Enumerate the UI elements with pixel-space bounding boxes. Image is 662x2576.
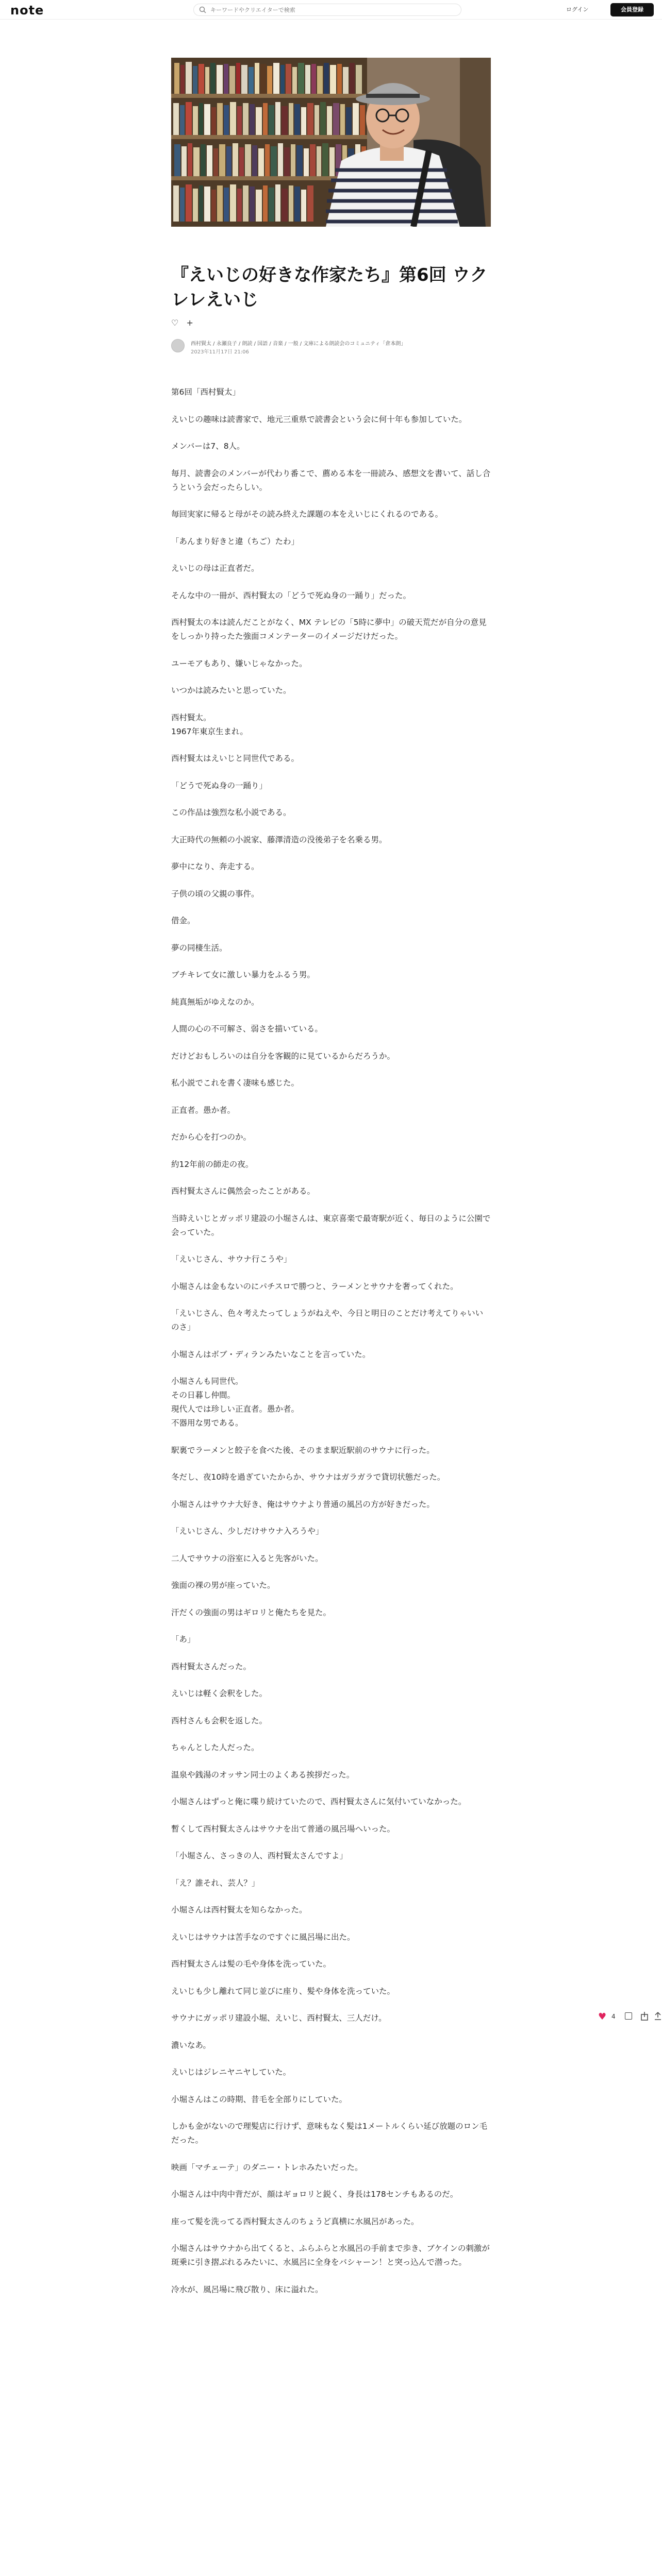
article-title: 『えいじの好きな作家たち』第6回 ウクレレえいじ <box>171 265 488 310</box>
search-input[interactable] <box>210 5 453 14</box>
body-paragraph: 「え？誰それ、芸人？」 <box>171 1878 260 1888</box>
note-logo[interactable]: note <box>10 3 44 18</box>
body-paragraph: 「小堀さん、さっきの人、西村賢太さんですよ」 <box>171 1851 347 1860</box>
floating-actions <box>598 2010 660 2023</box>
hero-photo <box>171 58 491 227</box>
body-paragraph: 私小説でこれを書く凄味も感じた。 <box>171 1078 300 1088</box>
like-count: 4 <box>611 2013 616 2020</box>
heart-icon[interactable]: ♥ <box>598 2011 607 2022</box>
body-paragraph: 「えいじさん、サウナ行こうや」 <box>171 1255 292 1264</box>
body-paragraph: 小堀さんはサウナから出てくると、ふらふらと水風呂の手前まで歩き、ブケインの刺激が斑乗に引き摺ぶれるみたいに、水風呂に全身をバシャーン！と突っ込んで潜った。 <box>171 2244 490 2267</box>
body-paragraph: 西村賢太の本は読んだことがなく、MX テレビの「5時に夢中」の破天荒だが自分の意見をしっかり持ったた強面コメンテーターのイメージだけだった。 <box>171 618 487 641</box>
body-paragraph: えいじは軽く会釈をした。 <box>171 1689 268 1698</box>
body-paragraph: 夢中になり、奔走する。 <box>171 862 259 871</box>
body-paragraph: サウナにガッポリ建設小堀、えいじ、西村賢太、三人だけ。 <box>171 2013 387 2023</box>
body-paragraph: 座って髪を洗ってる西村賢太さんのちょうど真横に水風呂があった。 <box>171 2216 419 2226</box>
comment-icon[interactable] <box>625 2012 632 2020</box>
body-paragraph: 西村賢太はえいじと同世代である。 <box>171 754 300 763</box>
body-paragraph: 小堀さんはサウナ大好き、俺はサウナより普通の風呂の方が好きだった。 <box>171 1499 435 1509</box>
body-paragraph: 正直者。愚か者。 <box>171 1105 236 1115</box>
article-actions <box>171 318 198 328</box>
body-paragraph: 二人でサウナの浴室に入ると先客がいた。 <box>171 1553 323 1563</box>
body-paragraph: 西村賢太さんは髪の毛や身体を洗っていた。 <box>171 1959 332 1969</box>
body-paragraph: 小堀さんはボブ・ディランみたいなことを言っていた。 <box>171 1349 371 1359</box>
body-paragraph: えいじの母は正直者だ。 <box>171 564 259 573</box>
signup-button[interactable]: 会員登録 <box>610 3 654 16</box>
body-paragraph: 毎月、読書会のメンバーが代わり番こで、薦める本を一冊読み、感想文を書いて、話し合うという会だったらしい。 <box>171 468 491 492</box>
body-paragraph: 「あんまり好きと違（ちご）たわ」 <box>171 536 300 546</box>
share-icon[interactable] <box>640 2011 649 2021</box>
body-paragraph: 駅裏でラーメンと餃子を食べた後、そのまま駅近駅前のサウナに行った。 <box>171 1445 435 1455</box>
body-paragraph: 人間の心の不可解さ、弱さを描いている。 <box>171 1024 323 1033</box>
body-paragraph: 小堀さんは金もないのにパチスロで勝つと、ラーメンとサウナを奢ってくれた。 <box>171 1281 458 1291</box>
body-paragraph: 冬だし、夜10時を過ぎていたからか、サウナはガラガラで貸切状態だった。 <box>171 1472 445 1482</box>
body-paragraph: 西村賢太さんに偶然会ったことがある。 <box>171 1187 316 1196</box>
author-info <box>171 336 491 357</box>
body-paragraph: メンバーは7、8人。 <box>171 442 245 451</box>
body-paragraph: この作品は強烈な私小説である。 <box>171 808 291 817</box>
body-paragraph: 借金。 <box>171 916 195 925</box>
body-paragraph: 小堀さんはこの時期、昔毛を全部りにしていた。 <box>171 2094 347 2104</box>
body-paragraph: 映画「マチェーテ」のダニー・トレホみたいだった。 <box>171 2162 363 2172</box>
body-paragraph: 「どうで死ぬ身の一踊り」 <box>171 781 268 790</box>
body-paragraph: だから心を打つのか。 <box>171 1132 252 1142</box>
body-paragraph: 西村賢太。 1967年東京生まれ。 <box>171 713 248 736</box>
body-paragraph: えいじも少し離れて同じ並びに座り、髪や身体を洗っていた。 <box>171 1986 395 1996</box>
body-paragraph: 強面の裸の男が座っていた。 <box>171 1581 275 1590</box>
body-paragraph: 小堀さんは西村賢太を知らなかった。 <box>171 1905 307 1914</box>
body-paragraph: 子供の頃の父親の事件。 <box>171 889 259 899</box>
body-paragraph: 第6回「西村賢太」 <box>171 387 240 397</box>
body-paragraph: 濃いなあ。 <box>171 2040 211 2050</box>
plus-icon[interactable]: + <box>186 318 193 328</box>
author-line[interactable]: 西村賢太 / 永瀬良子 / 朗読 / 国語 / 音楽 / 一般 / 文庫による朗読会のコミュニティ「倉本朗」 <box>191 341 406 347</box>
avatar[interactable] <box>171 339 185 352</box>
body-paragraph: 西村賢太さんだった。 <box>171 1662 252 1671</box>
body-paragraph: 温泉や銭湯のオッサン同士のよくある挨拶だった。 <box>171 1770 355 1780</box>
body-paragraph: 「えいじさん、色々考えたってしょうがねえや、今日と明日のことだけ考えてりゃいいのさ」 <box>171 1309 484 1332</box>
body-paragraph: 約12年前の師走の夜。 <box>171 1159 254 1169</box>
body-paragraph: ユーモアもあり、嫌いじゃなかった。 <box>171 658 307 668</box>
body-paragraph: 毎回実家に帰ると母がその読み終えた課題の本をえいじにくれるのである。 <box>171 510 443 519</box>
search-box[interactable] <box>193 4 461 16</box>
heart-outline-icon[interactable]: ♡ <box>171 318 179 328</box>
publish-date: 2023年11月17日 21:06 <box>191 349 249 355</box>
body-paragraph: 小堀さんはずっと俺に喋り続けていたので、西村賢太さんに気付いていなかった。 <box>171 1797 467 1806</box>
body-paragraph: 「あ」 <box>171 1635 195 1644</box>
body-paragraph: 冷水が、風呂場に飛び散り、床に溢れた。 <box>171 2284 323 2294</box>
body-paragraph: 純真無垢がゆえなのか。 <box>171 997 259 1007</box>
body-paragraph: えいじはサウナは苦手なのですぐに風呂場に出た。 <box>171 1932 355 1942</box>
body-paragraph: そんな中の一冊が、西村賢太の「どうで死ぬ身の一踊り」だった。 <box>171 590 411 600</box>
body-paragraph: だけどおもしろいのは自分を客観的に見ているからだろうか。 <box>171 1051 395 1061</box>
body-paragraph: 大正時代の無頼の小説家、藤澤清造の没後弟子を名乗る男。 <box>171 835 387 844</box>
body-paragraph: 「えいじさん、少しだけサウナ入ろうや」 <box>171 1527 324 1536</box>
login-link[interactable]: ログイン <box>566 6 589 13</box>
body-paragraph: いつかは読みたいと思っていた。 <box>171 686 291 695</box>
search-icon <box>199 6 206 13</box>
body-paragraph: 小堀さんも同世代。 その日暮し仲間。 現代人では珍しい正直者。愚か者。 不器用な男である。 <box>171 1377 300 1428</box>
article-body <box>171 385 491 2310</box>
body-paragraph: 小堀さんは中肉中背だが、顔はギョロリと鋭く、身長は178センチもあるのだ。 <box>171 2190 458 2199</box>
body-paragraph: えいじの趣味は読書家で、地元三重県で読書会という会に何十年も参加していた。 <box>171 414 467 424</box>
body-paragraph: 当時えいじとガッポリ建設の小堀さんは、東京喜楽で最寄駅が近く、毎日のように公園で会っていた。 <box>171 1213 491 1237</box>
body-paragraph: ちゃんとした人だった。 <box>171 1743 259 1752</box>
body-paragraph: 汗だくの強面の男はギロリと俺たちを見た。 <box>171 1607 332 1617</box>
body-paragraph: ブチキレて女に激しい暴力をふるう男。 <box>171 970 315 979</box>
body-paragraph: 西村さんも会釈を返した。 <box>171 1716 268 1725</box>
body-paragraph: 夢の同棲生活。 <box>171 943 227 953</box>
body-paragraph: しかも金がないので理髪店に行けず、意味もなく髪は1メートルくらい延び放題のロン毛だった。 <box>171 2122 488 2145</box>
body-paragraph: えいじはジレニヤニヤしていた。 <box>171 2067 291 2077</box>
body-paragraph: 暫くして西村賢太さんはサウナを出て普通の風呂場へいった。 <box>171 1824 395 1834</box>
site-header <box>0 0 662 20</box>
upload-icon[interactable] <box>654 2011 662 2021</box>
